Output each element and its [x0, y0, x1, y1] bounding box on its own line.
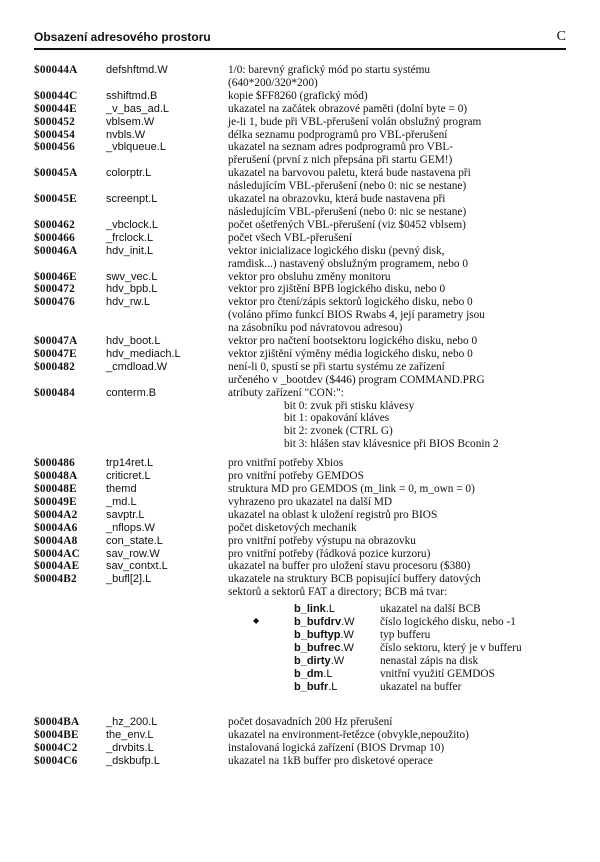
table-row — [34, 522, 566, 535]
description-line: vyhrazeno pro ukazatel na další MD — [228, 495, 393, 508]
description-line: atributy zařízení "CON:": — [228, 386, 344, 399]
symbol-name-cell: sshiftmd.B — [106, 89, 158, 102]
description-cell — [228, 141, 566, 167]
description-line: 1/0: barevný grafický mód po startu systému — [228, 64, 431, 76]
conterm-bit — [284, 425, 566, 438]
address-cell: $0004A8 — [34, 534, 78, 547]
symbol-name-cell: sav_row.W — [106, 547, 160, 560]
description-line: ukazatel na obrazovku, která bude nastavena při — [228, 193, 446, 206]
symbol-name-cell: screenpt.L — [106, 193, 158, 206]
symbol-name-cell: hdv_init.L — [106, 244, 154, 257]
symbol-name-cell: vblsem.W — [106, 115, 155, 128]
description-cell — [228, 64, 566, 90]
description-cell — [228, 573, 566, 599]
table-row — [34, 483, 566, 496]
table-row — [34, 167, 566, 193]
symbol-name-cell: _frclock.L — [106, 231, 154, 244]
symbol-name-cell: themd — [106, 483, 137, 495]
symbol-name-cell: _cmdload.W — [106, 360, 168, 373]
bcb-field-name — [294, 655, 344, 668]
description-line: pro vnitřní potřeby (řádková pozice kurzoru) — [228, 547, 431, 560]
description-line: není-li 0, spustí se při startu systému ze zařízení — [228, 360, 445, 373]
symbol-name-cell: swv_vec.L — [106, 270, 158, 283]
bcb-field-suffix: .W — [341, 616, 355, 629]
description-cell — [228, 522, 566, 535]
symbol-name-cell: _hz_200.L — [106, 716, 158, 729]
table-row — [34, 548, 566, 561]
table-row — [34, 387, 566, 400]
address-cell: $00044E — [34, 102, 77, 115]
address-cell: $0004B2 — [34, 573, 77, 586]
address-cell: $0004BE — [34, 729, 79, 742]
description-line: pro vnitřní potřeby výstupu na obrazovku — [228, 534, 416, 547]
bcb-field-description: nenastal zápis na disk — [380, 654, 479, 667]
conterm-bit-text: bit 3: hlášen stav klávesnice při BIOS Bconin 2 — [284, 438, 499, 451]
description-line: ukazatel na barvovou paletu, která bude nastavena při — [228, 167, 471, 180]
bcb-field-suffix: .W — [340, 628, 354, 641]
description-line: vektor zjištění výměny média logického disku, nebo 0 — [228, 347, 473, 360]
address-cell: $0004BA — [34, 716, 80, 729]
description-cell — [228, 103, 566, 116]
symbol-name-cell: _dskbufp.L — [106, 754, 160, 767]
address-cell: $00047A — [34, 335, 78, 348]
description-line: vektor pro čtení/zápis sektorů logického disku, nebo 0 — [228, 296, 473, 309]
description-line: vektor pro obsluhu změny monitoru — [228, 270, 391, 283]
symbol-name-cell: con_state.L — [106, 534, 163, 547]
description-line: počet dosavadních 200 Hz přerušení — [228, 716, 393, 729]
symbol-name-cell: hdv_boot.L — [106, 335, 161, 348]
address-cell: $0004AE — [34, 560, 80, 573]
table-row — [34, 296, 566, 335]
address-cell: $0004C2 — [34, 741, 78, 754]
bcb-field-name — [294, 629, 354, 642]
description-line: ramdisk...) nastavený obslužným programem, nebo 0 — [228, 257, 469, 270]
description-cell — [228, 90, 566, 103]
description-line: vektor inicializace logického disku (pevný disk, — [228, 244, 445, 257]
symbol-name-cell: hdv_mediach.L — [106, 347, 181, 360]
address-cell: $00046E — [34, 270, 77, 283]
description-cell — [228, 755, 566, 768]
address-cell: $00048A — [34, 470, 78, 483]
table-row — [34, 193, 566, 219]
description-cell — [228, 716, 566, 729]
bcb-field-description: číslo logického disku, nebo -1 — [380, 616, 516, 629]
entry-group-3 — [34, 716, 566, 768]
table-row — [34, 219, 566, 232]
symbol-name-cell: criticret.L — [106, 470, 151, 483]
description-line: kopie $FF8260 (grafický mód) — [228, 89, 368, 102]
description-line: instalovaná logická zařízení (BIOS Drvmap 10) — [228, 741, 445, 754]
symbol-name-cell: colorptr.L — [106, 167, 152, 180]
description-line: (voláno přímo funkcí BIOS Rwabs 4, její parametry jsou — [228, 309, 485, 322]
table-row — [34, 496, 566, 509]
description-line: ukazatel na buffer pro uložení stavu procesoru ($380) — [228, 560, 471, 573]
address-cell: $000466 — [34, 231, 75, 244]
table-row — [34, 335, 566, 348]
address-cell: $000462 — [34, 218, 75, 231]
bcb-field-suffix: .L — [325, 603, 335, 616]
description-line: ukazatele na struktury BCB popisující buffery datových — [228, 573, 481, 586]
description-cell — [228, 283, 566, 296]
description-cell — [228, 245, 566, 271]
address-cell: $000452 — [34, 115, 75, 128]
table-row — [34, 729, 566, 742]
table-row — [34, 103, 566, 116]
bcb-structure — [34, 599, 566, 716]
bullet-mark: ◆ — [253, 616, 260, 626]
description-line: na zásobníku pod návratovou adresou) — [228, 322, 403, 335]
bcb-field-prefix: b_link — [294, 603, 326, 616]
description-cell — [228, 193, 566, 219]
bcb-field-prefix: b_dm — [294, 667, 324, 680]
table-row — [34, 64, 566, 90]
symbol-name-cell: the_env.L — [106, 729, 154, 742]
description-cell — [228, 457, 566, 470]
address-cell: $0004A6 — [34, 521, 78, 534]
table-row — [34, 129, 566, 142]
symbol-name-cell: trp14ret.L — [106, 457, 154, 470]
symbol-name-cell: _nflops.W — [106, 521, 155, 534]
address-cell: $0004AC — [34, 547, 80, 560]
description-cell — [228, 548, 566, 561]
address-table — [34, 64, 566, 768]
conterm-bit — [284, 438, 566, 451]
bcb-field-description: číslo sektoru, který je v bufferu — [380, 641, 522, 654]
description-line: (640*200/320*200) — [228, 76, 318, 89]
description-cell — [228, 470, 566, 483]
description-cell — [228, 361, 566, 387]
description-cell — [228, 729, 566, 742]
description-line: určeného v _bootdev ($446) program COMMAND.PRG — [228, 373, 485, 386]
address-cell: $000486 — [34, 457, 75, 470]
table-row — [34, 509, 566, 522]
table-row — [34, 116, 566, 129]
symbol-name-cell: savptr.L — [106, 508, 145, 521]
description-line: přerušení (první z nich přepsána při startu GEM!) — [228, 154, 453, 167]
address-cell: $00048E — [34, 483, 77, 495]
symbol-name-cell: nvbls.W — [106, 128, 146, 141]
description-cell — [228, 219, 566, 232]
description-cell — [228, 483, 566, 496]
address-cell: $000482 — [34, 360, 75, 373]
table-row — [34, 232, 566, 245]
table-row — [34, 470, 566, 483]
table-row — [34, 245, 566, 271]
description-cell — [228, 387, 566, 400]
table-row — [34, 535, 566, 548]
symbol-name-cell: defshftmd.W — [106, 64, 168, 76]
description-line: počet disketových mechanik — [228, 521, 357, 534]
section-letter: C — [556, 29, 566, 44]
bcb-field-prefix: b_bufrec — [294, 641, 341, 654]
address-cell: $00045E — [34, 193, 77, 206]
symbol-name-cell: _drvbits.L — [106, 741, 154, 754]
bcb-field-prefix: b_dirty — [294, 654, 331, 667]
symbol-name-cell: _md.L — [106, 495, 137, 508]
bcb-field-name — [294, 642, 354, 655]
description-line: pro vnitřní potřeby GEMDOS — [228, 470, 364, 483]
symbol-name-cell: _vblqueue.L — [106, 141, 166, 154]
description-line: následujícím VBL-přerušení (nebo 0: nic se nestane) — [228, 205, 467, 218]
description-line: struktura MD pro GEMDOS (m_link = 0, m_own = 0) — [228, 483, 475, 495]
symbol-name-cell: sav_contxt.L — [106, 560, 168, 573]
description-cell — [228, 335, 566, 348]
description-cell — [228, 271, 566, 284]
symbol-name-cell: hdv_bpb.L — [106, 283, 158, 296]
address-cell: $000476 — [34, 296, 75, 309]
symbol-name-cell: _vbclock.L — [106, 218, 158, 231]
address-cell: $000456 — [34, 141, 75, 154]
bcb-field-description: ukazatel na další BCB — [380, 603, 481, 616]
symbol-name-cell: conterm.B — [106, 386, 157, 399]
symbol-name-cell: hdv_rw.L — [106, 296, 151, 309]
description-cell — [228, 560, 566, 573]
description-cell — [228, 348, 566, 361]
address-cell: $0004A2 — [34, 508, 78, 521]
description-cell — [228, 129, 566, 142]
header-rule — [34, 48, 566, 50]
bcb-field-suffix: .W — [330, 654, 345, 667]
description-cell — [228, 509, 566, 522]
description-cell — [228, 535, 566, 548]
table-row — [34, 283, 566, 296]
table-row — [34, 90, 566, 103]
description-cell — [228, 496, 566, 509]
conterm-bit-text: bit 2: zvonek (CTRL G) — [284, 425, 393, 438]
description-line: vektor pro načtení bootsektoru logického disku, nebo 0 — [228, 335, 478, 348]
description-cell — [228, 742, 566, 755]
address-cell: $0004C6 — [34, 754, 78, 767]
description-line: vektor pro zjištění BPB logického disku, nebo 0 — [228, 283, 446, 296]
table-row — [34, 457, 566, 470]
address-cell: $00044C — [34, 89, 78, 102]
bcb-field-suffix: .L — [323, 667, 333, 680]
entry-group-1 — [34, 64, 566, 400]
bcb-field-name — [294, 681, 337, 694]
description-line: ukazatel na environment-řetězce (obvykle,nepoužito) — [228, 729, 469, 742]
description-line: pro vnitřní potřeby Xbios — [228, 457, 344, 470]
description-line: ukazatel na začátek obrazové paměti (dolní byte = 0) — [228, 102, 468, 115]
description-line: délka seznamu podprogramů pro VBL-přerušení — [228, 128, 448, 141]
symbol-name-cell: _bufl[2].L — [106, 573, 152, 586]
description-cell — [228, 167, 566, 193]
description-cell — [228, 116, 566, 129]
address-cell: $00045A — [34, 167, 78, 180]
table-row — [34, 348, 566, 361]
conterm-bit — [284, 412, 566, 425]
bcb-field-name — [294, 668, 333, 681]
symbol-name-cell: _v_bas_ad.L — [106, 102, 169, 115]
bcb-field-name — [294, 603, 335, 616]
bcb-field-description: vnitřní využití GEMDOS — [380, 667, 495, 680]
address-cell: $000472 — [34, 283, 75, 296]
bcb-field-name — [294, 616, 355, 629]
conterm-bit-text: bit 1: opakování kláves — [284, 412, 390, 425]
table-row — [34, 716, 566, 729]
description-line: sektorů a sektorů FAT a directory; BCB má tvar: — [228, 586, 448, 599]
address-cell: $00046A — [34, 244, 78, 257]
bcb-field-prefix: b_buftyp — [294, 628, 341, 641]
description-cell — [228, 296, 566, 335]
address-cell: $000454 — [34, 128, 75, 141]
table-row — [34, 573, 566, 599]
address-cell: $00047E — [34, 347, 77, 360]
description-line: následujícím VBL-přerušení (nebo 0: nic se nestane) — [228, 180, 467, 193]
conterm-bit-text: bit 0: zvuk při stisku klávesy — [284, 399, 415, 412]
table-row — [34, 755, 566, 768]
description-line: ukazatel na seznam adres podprogramů pro VBL- — [228, 141, 454, 154]
entry-group-2 — [34, 457, 566, 599]
table-row — [34, 141, 566, 167]
description-cell — [228, 232, 566, 245]
table-row — [34, 271, 566, 284]
address-cell: $00044A — [34, 64, 78, 76]
address-cell: $000484 — [34, 386, 75, 399]
conterm-bit — [284, 400, 566, 413]
table-row — [34, 361, 566, 387]
bcb-field-suffix: .L — [328, 680, 338, 693]
description-line: počet všech VBL-přerušení — [228, 231, 353, 244]
bcb-field-suffix: .W — [340, 641, 354, 654]
address-cell: $00049E — [34, 495, 77, 508]
table-row — [34, 742, 566, 755]
conterm-bit-list — [284, 400, 566, 452]
bcb-field-prefix: b_bufr — [294, 680, 329, 693]
description-line: počet ošetřených VBL-přerušení (viz $0452 vblsem) — [228, 218, 466, 231]
table-row — [34, 560, 566, 573]
bcb-field-description: typ bufferu — [380, 628, 431, 641]
description-line: ukazatel na 1kB buffer pro disketové operace — [228, 754, 433, 767]
description-line: ukazatel na oblast k uložení registrů pro BIOS — [228, 508, 438, 521]
page-title: Obsazení adresového prostoru — [34, 30, 211, 44]
bcb-field-description: ukazatel na buffer — [380, 680, 462, 693]
bcb-field-prefix: b_bufdrv — [294, 616, 342, 629]
page-header — [34, 30, 566, 48]
description-line: je-li 1, bude při VBL-přerušení volán obslužný program — [228, 115, 482, 128]
